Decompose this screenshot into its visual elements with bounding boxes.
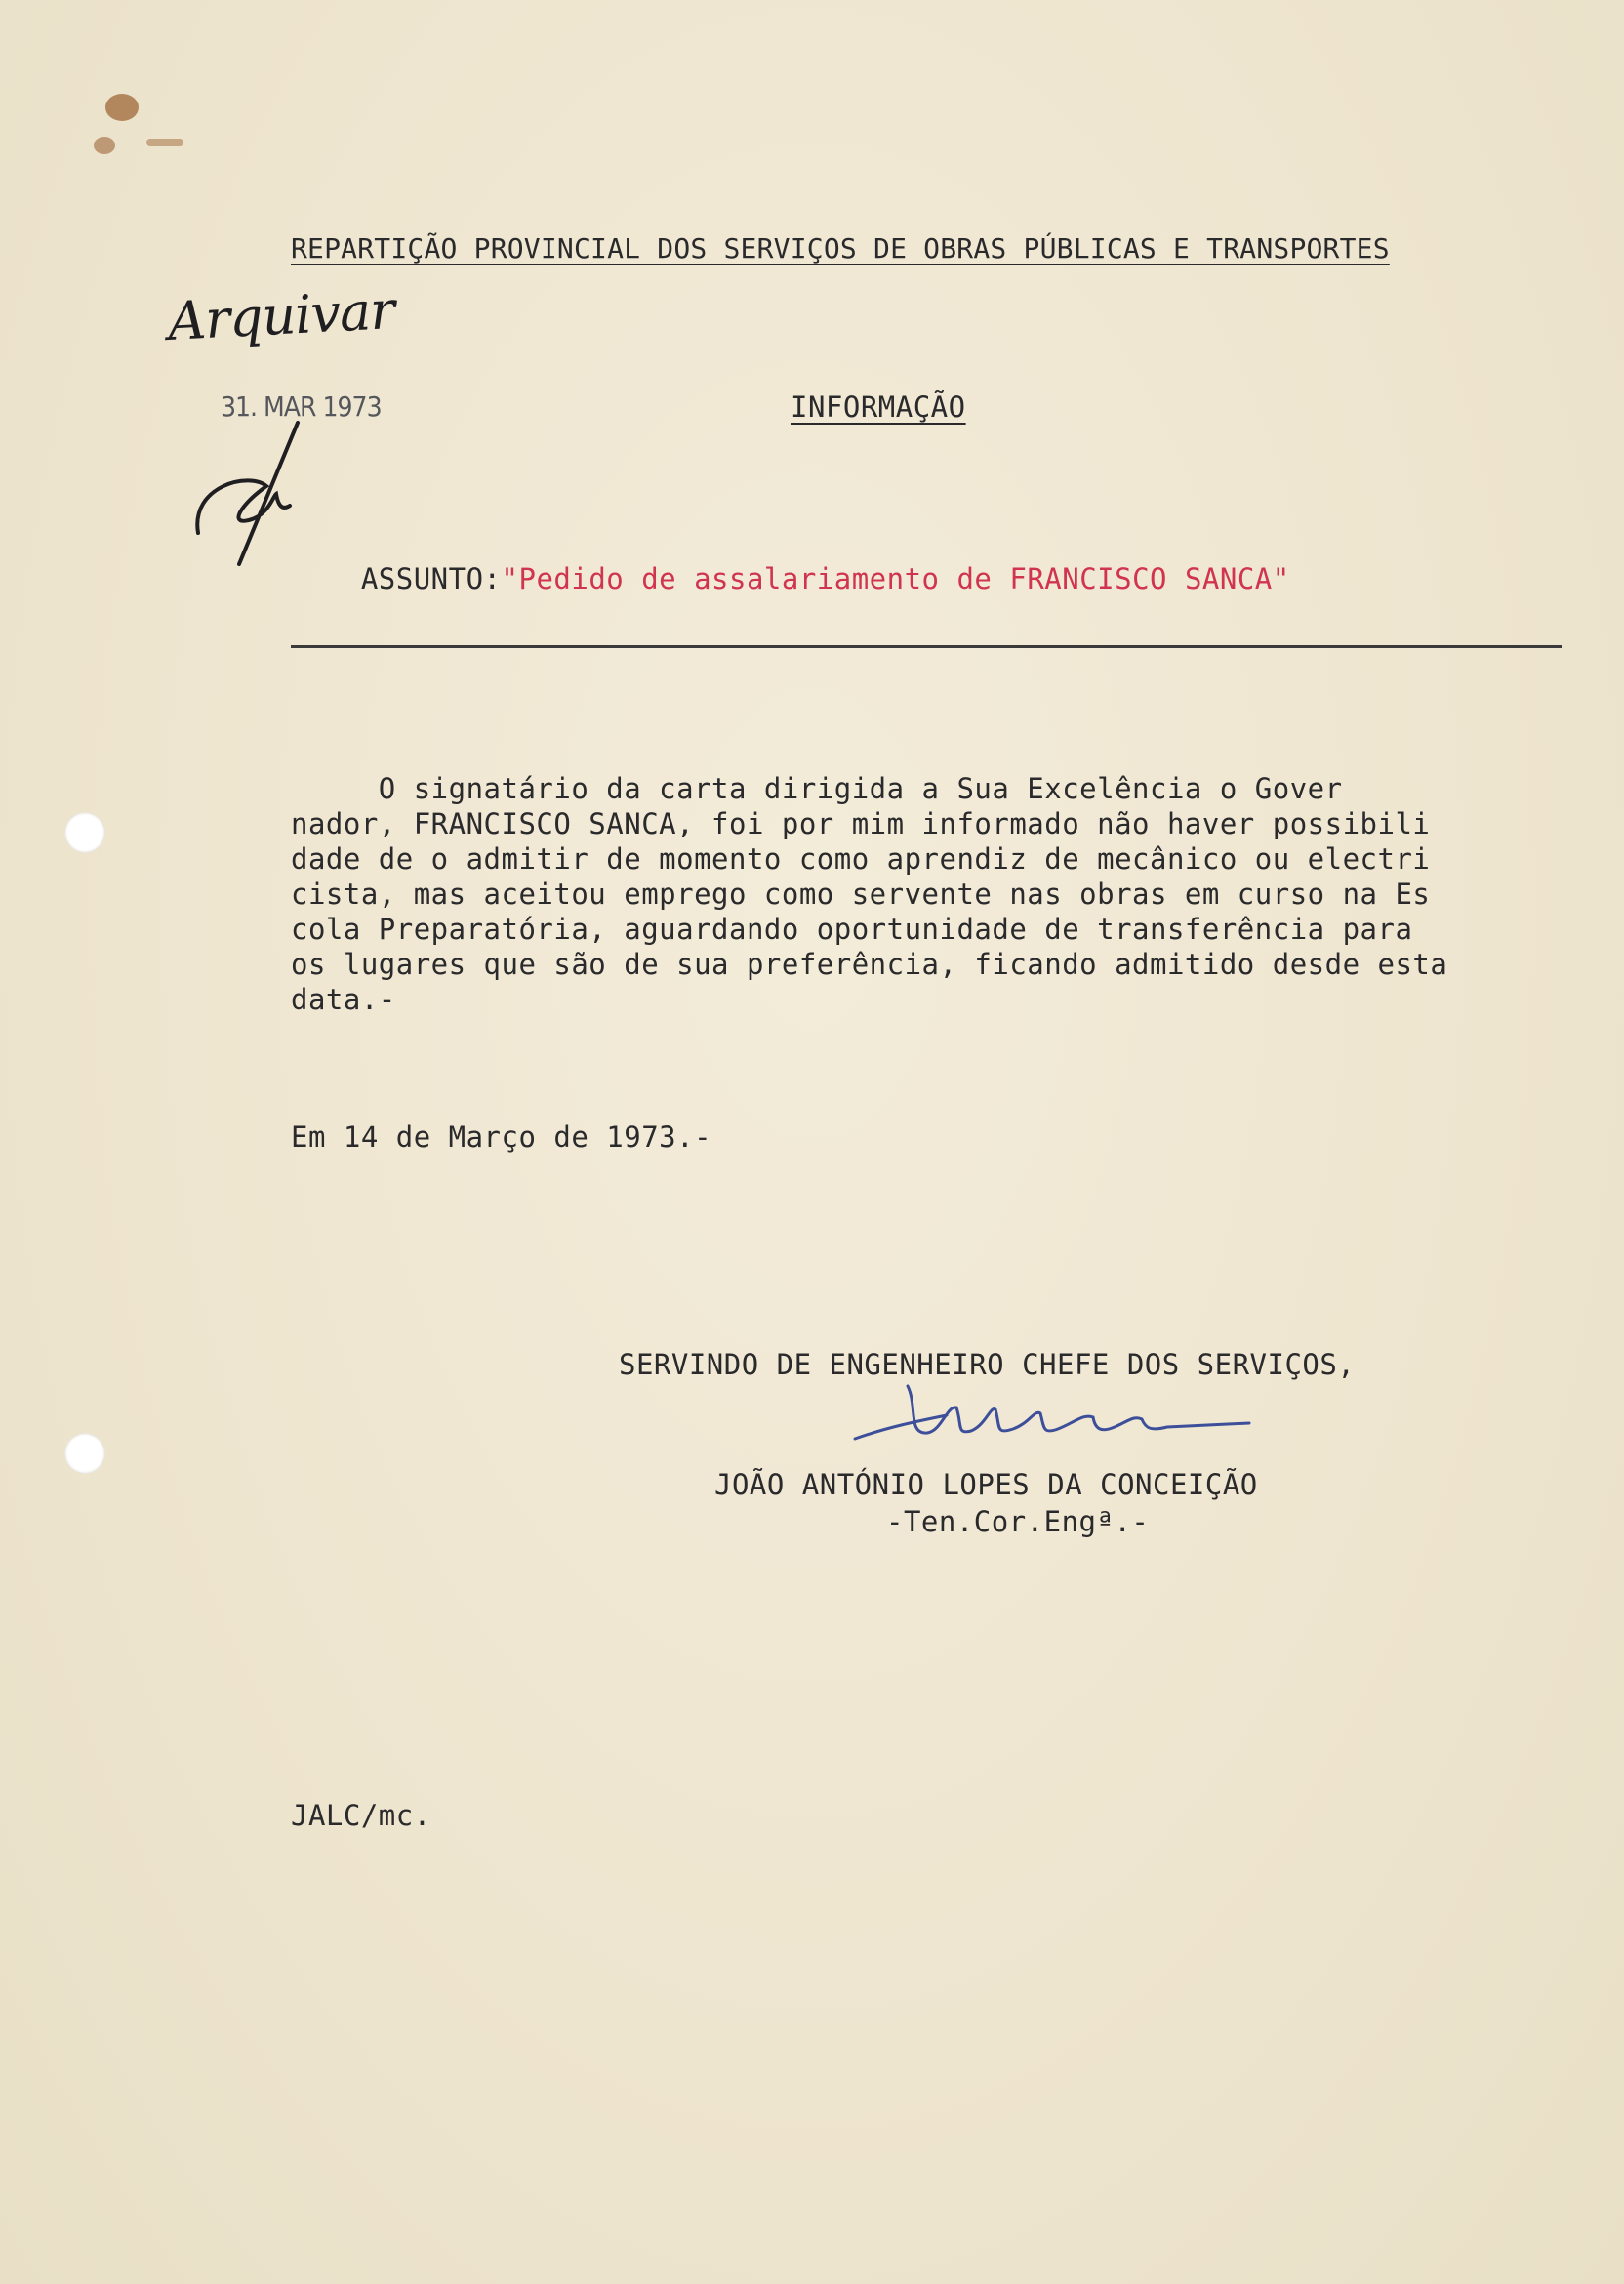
body-line: cista, mas aceitou emprego como servente nas obras em curso na Es (291, 877, 1431, 911)
stain-mark (94, 137, 115, 154)
reference-initials: JALC/mc. (291, 1799, 431, 1832)
signatory-rank: -Ten.Cor.Engª.- (886, 1505, 1150, 1538)
body-line: dade de o admitir de momento como aprendiz de mecânico ou electri (291, 842, 1431, 876)
handwritten-signature (849, 1366, 1259, 1464)
body-line: cola Preparatória, aguardando oportunidade de transferência para (291, 913, 1413, 946)
department-header: REPARTIÇÃO PROVINCIAL DOS SERVIÇOS DE OBRAS PÚBLICAS E TRANSPORTES (291, 232, 1390, 265)
signatory-role: SERVINDO DE ENGENHEIRO CHEFE DOS SERVIÇOS, (619, 1348, 1356, 1381)
stain-mark (146, 139, 183, 146)
handwritten-note: Arquivar (166, 278, 396, 353)
body-line: data.- (291, 983, 396, 1016)
initials-scribble (181, 418, 307, 574)
subject-label: ASSUNTO: (360, 562, 502, 595)
body-line: O signatário da carta dirigida a Sua Excelência o Gover (291, 772, 1343, 805)
punch-hole-bottom (64, 1433, 105, 1474)
body-line: nador, FRANCISCO SANCA, foi por mim informado não haver possibili (291, 807, 1431, 840)
subject-text: "Pedido de assalariamento de FRANCISCO SANCA" (501, 562, 1290, 595)
document-title: INFORMAÇÃO (791, 390, 966, 424)
date-line: Em 14 de Março de 1973.- (291, 1121, 712, 1154)
punch-hole-top (64, 812, 105, 853)
signatory-name: JOÃO ANTÓNIO LOPES DA CONCEIÇÃO (714, 1468, 1258, 1501)
stain-mark (105, 94, 139, 121)
subject-line (291, 529, 1290, 629)
body-paragraph (291, 771, 1447, 1017)
divider-line (291, 645, 1562, 648)
date-stamp: 31. MAR 1973 (221, 390, 382, 423)
body-line: os lugares que são de sua preferência, ficando admitido desde esta (291, 948, 1448, 981)
